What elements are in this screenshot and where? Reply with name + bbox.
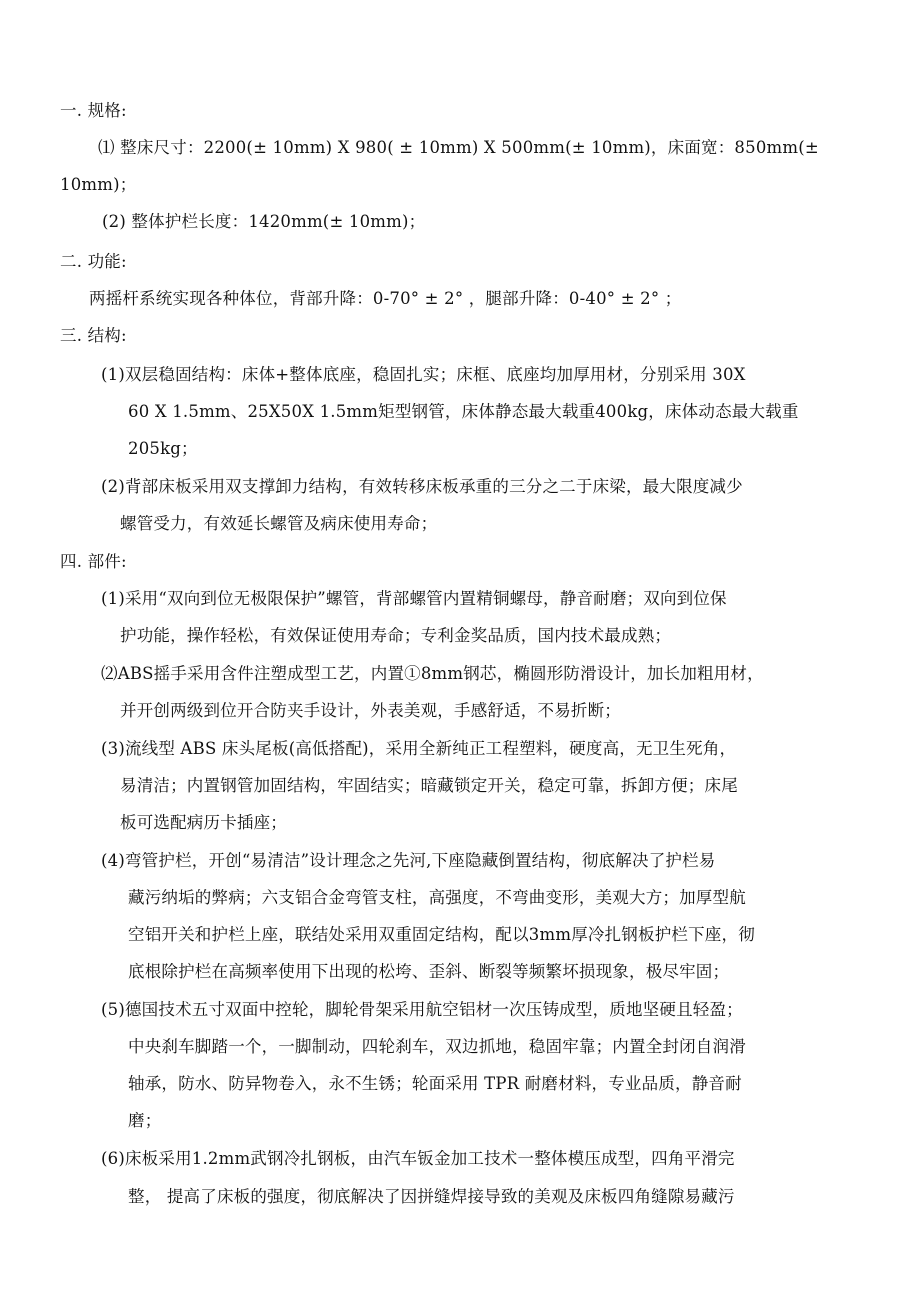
- component-item-5-line-3: 轴承，防水、防异物卷入，永不生锈；轮面采用 TPR 耐磨材料，专业品质，静音耐: [128, 1074, 742, 1093]
- component-item-5-line-2: 中央刹车脚踏一个，一脚制动，四轮刹车，双边抓地，稳固牢靠；内置全封闭自润滑: [128, 1037, 746, 1056]
- component-item-5-line-1: (5)德国技术五寸双面中控轮，脚轮骨架采用航空铝材一次压铸成型，质地坚硬且轻盈；: [101, 1000, 743, 1019]
- function-text: 两摇杆系统实现各种体位，背部升降：0-70° ± 2° ，腿部升降：0-40° ± 2° ；: [89, 289, 682, 308]
- spec-item-2: (2) 整体护栏长度：1420mm(± 10mm)；: [102, 212, 426, 231]
- structure-item-1-line-3: 205kg；: [128, 439, 198, 458]
- component-item-3-line-3: 板可选配病历卡插座；: [120, 813, 287, 832]
- component-item-6-line-2: 整， 提高了床板的强度，彻底解决了因拼缝焊接导致的美观及床板四角缝隙易藏污: [128, 1187, 735, 1206]
- section-heading-components: 四. 部件:: [60, 552, 127, 571]
- component-item-4-line-1: (4)弯管护栏，开创“易清洁”设计理念之先河,下座隐藏倒置结构，彻底解决了护栏易: [101, 851, 716, 870]
- component-item-4-line-4: 底根除护栏在高频率使用下出现的松垮、歪斜、断裂等频繁坏损现象，极尽牢固；: [128, 962, 730, 981]
- component-item-2-line-2: 并开创两级到位开合防夹手设计，外表美观，手感舒适，不易折断；: [120, 701, 621, 720]
- structure-item-1-line-2: 60 X 1.5mm、25X50X 1.5mm矩型钢管，床体静态最大载重400kg，床体动态最大载重: [128, 402, 799, 421]
- component-item-5-line-4: 磨；: [128, 1111, 162, 1130]
- component-item-3-line-1: (3)流线型 ABS 床头尾板(高低搭配)，采用全新纯正工程塑料，硬度高，无卫生死角，: [101, 739, 737, 758]
- component-item-1-line-1: (1)采用“双向到位无极限保护”螺管，背部螺管内置精铜螺母，静音耐磨；双向到位保: [101, 589, 727, 608]
- structure-item-2-line-2: 螺管受力，有效延长螺管及病床使用寿命；: [120, 514, 438, 533]
- section-heading-specs: 一. 规格:: [60, 101, 127, 120]
- component-item-3-line-2: 易清洁；内置钢管加固结构，牢固结实；暗藏锁定开关，稳定可靠，拆卸方便；床尾: [120, 776, 738, 795]
- component-item-6-line-1: (6)床板采用1.2mm武钢冷扎钢板，由汽车钣金加工技术一整体模压成型，四角平滑完: [101, 1149, 735, 1168]
- component-item-2-line-1: ⑵ABS摇手采用含件注塑成型工艺，内置①8mm钢芯，椭圆形防滑设计，加长加粗用材，: [101, 664, 764, 683]
- section-heading-function: 二. 功能:: [60, 252, 127, 271]
- component-item-4-line-2: 藏污纳垢的弊病；六支铝合金弯管支柱，高强度，不弯曲变形，美观大方；加厚型航: [128, 888, 746, 907]
- section-heading-structure: 三. 结构:: [60, 326, 127, 345]
- spec-item-1-line-2: 10mm)；: [60, 175, 137, 194]
- component-item-4-line-3: 空铝开关和护栏上座，联结处采用双重固定结构，配以3mm厚冷扎钢板护栏下座，彻: [128, 925, 755, 944]
- structure-item-2-line-1: (2)背部床板采用双支撑卸力结构，有效转移床板承重的三分之二于床梁，最大限度减少: [101, 477, 743, 496]
- component-item-1-line-2: 护功能，操作轻松，有效保证使用寿命；专利金奖品质，国内技术最成熟；: [120, 626, 672, 645]
- spec-item-1-line-1: ⑴ 整床尺寸：2200(± 10mm) X 980( ± 10mm) X 500mm(± 10mm)，床面宽：850mm(±: [98, 138, 819, 157]
- structure-item-1-line-1: (1)双层稳固结构：床体+整体底座，稳固扎实；床框、底座均加厚用材，分别采用 30X: [101, 365, 746, 384]
